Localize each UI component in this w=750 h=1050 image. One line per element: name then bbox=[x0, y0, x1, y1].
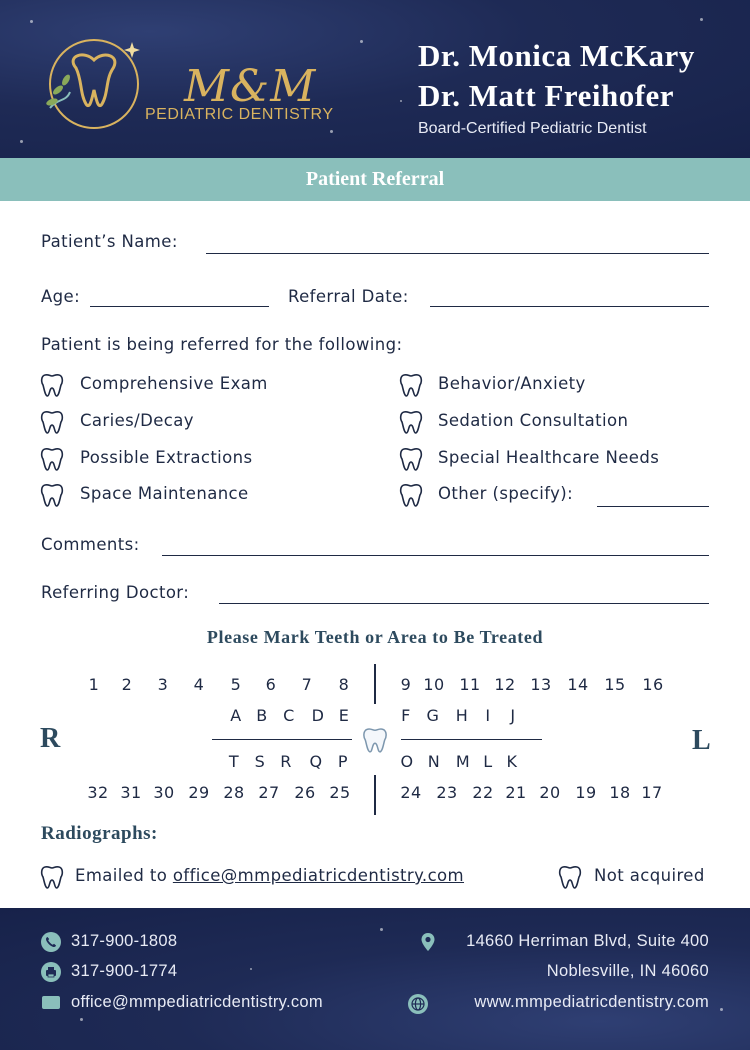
comments-field[interactable] bbox=[162, 555, 709, 556]
tooth-number-upper[interactable]: 14 bbox=[567, 675, 589, 694]
tooth-number-lower[interactable]: 27 bbox=[258, 783, 280, 802]
footer-website[interactable]: www.mmpediatricdentistry.com bbox=[474, 993, 709, 1011]
tooth-number-upper[interactable]: 16 bbox=[642, 675, 664, 694]
tooth-number-upper[interactable]: 11 bbox=[459, 675, 481, 694]
tooth-letter-upper[interactable]: A bbox=[230, 706, 242, 725]
tooth-letter-upper[interactable]: G bbox=[426, 706, 440, 725]
tooth-number-upper[interactable]: 9 bbox=[400, 675, 412, 694]
tooth-number-lower[interactable]: 24 bbox=[400, 783, 422, 802]
doctor-name-2: Dr. Matt Freihofer bbox=[418, 78, 675, 113]
footer-phone[interactable]: 317-900-1808 bbox=[71, 932, 178, 950]
reason-checkbox-tooth-icon[interactable] bbox=[40, 409, 64, 435]
emailed-checkbox-tooth-icon[interactable] bbox=[40, 864, 64, 890]
tooth-letter-upper[interactable]: D bbox=[311, 706, 325, 725]
referring-doctor-field[interactable] bbox=[219, 603, 709, 604]
emailed-option bbox=[75, 866, 464, 885]
chart-right-label: R bbox=[40, 723, 61, 754]
tooth-letter-lower[interactable]: M bbox=[455, 752, 471, 771]
referral-date-label: Referral Date: bbox=[288, 287, 409, 306]
tooth-letter-lower[interactable]: Q bbox=[309, 752, 323, 771]
tooth-number-lower[interactable]: 30 bbox=[153, 783, 175, 802]
practice-logo bbox=[36, 28, 336, 138]
tooth-letter-upper[interactable]: F bbox=[401, 706, 411, 725]
tooth-number-upper[interactable]: 3 bbox=[157, 675, 169, 694]
tooth-letter-upper[interactable]: I bbox=[485, 706, 491, 725]
tooth-letter-upper[interactable]: B bbox=[256, 706, 268, 725]
tooth-number-upper[interactable]: 5 bbox=[230, 675, 242, 694]
tooth-number-lower[interactable]: 21 bbox=[505, 783, 527, 802]
tooth-number-lower[interactable]: 19 bbox=[575, 783, 597, 802]
tooth-letter-upper[interactable]: C bbox=[283, 706, 295, 725]
reason-checkbox-tooth-icon[interactable] bbox=[399, 446, 423, 472]
email-icon bbox=[42, 996, 60, 1009]
chart-divider-upper bbox=[374, 664, 376, 704]
reason-label: Sedation Consultation bbox=[438, 411, 629, 430]
reason-checkbox-tooth-icon[interactable] bbox=[399, 372, 423, 398]
footer-email[interactable]: office@mmpediatricdentistry.com bbox=[71, 993, 323, 1011]
not-acquired-checkbox-tooth-icon[interactable] bbox=[558, 864, 582, 890]
reason-label: Behavior/Anxiety bbox=[438, 374, 586, 393]
reason-checkbox-tooth-icon[interactable] bbox=[40, 482, 64, 508]
reason-label: Space Maintenance bbox=[80, 484, 249, 503]
patient-name-label: Patient’s Name: bbox=[41, 232, 178, 251]
tooth-number-lower[interactable]: 26 bbox=[294, 783, 316, 802]
tooth-number-lower[interactable]: 18 bbox=[609, 783, 631, 802]
phone-icon bbox=[41, 932, 61, 952]
tooth-letter-lower[interactable]: T bbox=[228, 752, 240, 771]
tooth-number-upper[interactable]: 4 bbox=[193, 675, 205, 694]
tooth-letter-lower[interactable]: O bbox=[400, 752, 414, 771]
referring-doctor-label: Referring Doctor: bbox=[41, 583, 190, 602]
tooth-number-lower[interactable]: 25 bbox=[329, 783, 351, 802]
tooth-letter-lower[interactable]: K bbox=[506, 752, 518, 771]
form-title-banner bbox=[0, 158, 750, 201]
referral-date-field[interactable] bbox=[430, 306, 709, 307]
tooth-letter-lower[interactable]: R bbox=[280, 752, 292, 771]
reason-label: Comprehensive Exam bbox=[80, 374, 268, 393]
tooth-number-lower[interactable]: 29 bbox=[188, 783, 210, 802]
radiographs-title: Radiographs: bbox=[41, 823, 158, 844]
globe-icon bbox=[408, 994, 428, 1014]
tooth-number-lower[interactable]: 31 bbox=[120, 783, 142, 802]
header bbox=[0, 0, 750, 158]
patient-name-field[interactable] bbox=[206, 253, 709, 254]
center-tooth-icon bbox=[362, 726, 388, 754]
tooth-letter-lower[interactable]: L bbox=[483, 752, 493, 771]
chart-midline-right bbox=[212, 739, 352, 740]
tooth-letter-upper[interactable]: J bbox=[510, 706, 516, 725]
comments-label: Comments: bbox=[41, 535, 140, 554]
footer-address-line1: 14660 Herriman Blvd, Suite 400 bbox=[466, 932, 709, 950]
footer-address-line2: Noblesville, IN 46060 bbox=[546, 962, 709, 980]
form-title: Patient Referral bbox=[305, 168, 445, 190]
footer-fax: 317-900-1774 bbox=[71, 962, 178, 980]
other-specify-field[interactable] bbox=[597, 506, 709, 507]
tooth-number-upper[interactable]: 1 bbox=[88, 675, 100, 694]
reasons-intro: Patient is being referred for the following: bbox=[41, 335, 403, 354]
logo-monogram: M&M bbox=[184, 61, 317, 112]
logo-subtitle: PEDIATRIC DENTISTRY bbox=[145, 106, 334, 123]
tooth-number-lower[interactable]: 20 bbox=[539, 783, 561, 802]
tooth-number-upper[interactable]: 6 bbox=[265, 675, 277, 694]
tooth-number-upper[interactable]: 7 bbox=[301, 675, 313, 694]
age-field[interactable] bbox=[90, 306, 269, 307]
fax-icon bbox=[41, 962, 61, 982]
reason-label: Possible Extractions bbox=[80, 448, 253, 467]
emailed-prefix: Emailed to bbox=[75, 866, 173, 885]
tooth-logo-icon bbox=[36, 28, 146, 138]
tooth-letter-lower[interactable]: S bbox=[254, 752, 266, 771]
location-pin-icon bbox=[420, 932, 436, 952]
tooth-letter-upper[interactable]: H bbox=[455, 706, 469, 725]
tooth-number-upper[interactable]: 13 bbox=[530, 675, 552, 694]
tooth-number-lower[interactable]: 22 bbox=[472, 783, 494, 802]
tooth-number-upper[interactable]: 12 bbox=[494, 675, 516, 694]
reason-label: Caries/Decay bbox=[80, 411, 194, 430]
reason-label: Special Healthcare Needs bbox=[438, 448, 660, 467]
reason-label: Other (specify): bbox=[438, 484, 574, 503]
chart-left-label: L bbox=[692, 725, 711, 756]
reason-checkbox-tooth-icon[interactable] bbox=[399, 482, 423, 508]
chart-divider-lower bbox=[374, 775, 376, 815]
tooth-number-upper[interactable]: 10 bbox=[423, 675, 445, 694]
tooth-number-lower[interactable]: 17 bbox=[641, 783, 663, 802]
tooth-letter-lower[interactable]: P bbox=[337, 752, 349, 771]
tooth-number-lower[interactable]: 28 bbox=[223, 783, 245, 802]
footer bbox=[0, 908, 750, 1050]
doctor-credential: Board-Certified Pediatric Dentist bbox=[418, 120, 647, 137]
not-acquired-label: Not acquired bbox=[594, 866, 705, 885]
emailed-address-link[interactable]: office@mmpediatricdentistry.com bbox=[172, 866, 465, 885]
tooth-number-upper[interactable]: 2 bbox=[121, 675, 133, 694]
tooth-letter-lower[interactable]: N bbox=[427, 752, 441, 771]
age-label: Age: bbox=[41, 287, 81, 306]
tooth-number-lower[interactable]: 32 bbox=[87, 783, 109, 802]
reason-checkbox-tooth-icon[interactable] bbox=[40, 446, 64, 472]
tooth-number-upper[interactable]: 8 bbox=[338, 675, 350, 694]
reason-checkbox-tooth-icon[interactable] bbox=[399, 409, 423, 435]
tooth-letter-upper[interactable]: E bbox=[338, 706, 350, 725]
tooth-number-lower[interactable]: 23 bbox=[436, 783, 458, 802]
tooth-chart-title: Please Mark Teeth or Area to Be Treated bbox=[206, 627, 544, 647]
tooth-number-upper[interactable]: 15 bbox=[604, 675, 626, 694]
doctor-name-1: Dr. Monica McKary bbox=[418, 38, 695, 73]
reason-checkbox-tooth-icon[interactable] bbox=[40, 372, 64, 398]
chart-midline-left bbox=[401, 739, 542, 740]
doctor-block bbox=[418, 36, 708, 138]
